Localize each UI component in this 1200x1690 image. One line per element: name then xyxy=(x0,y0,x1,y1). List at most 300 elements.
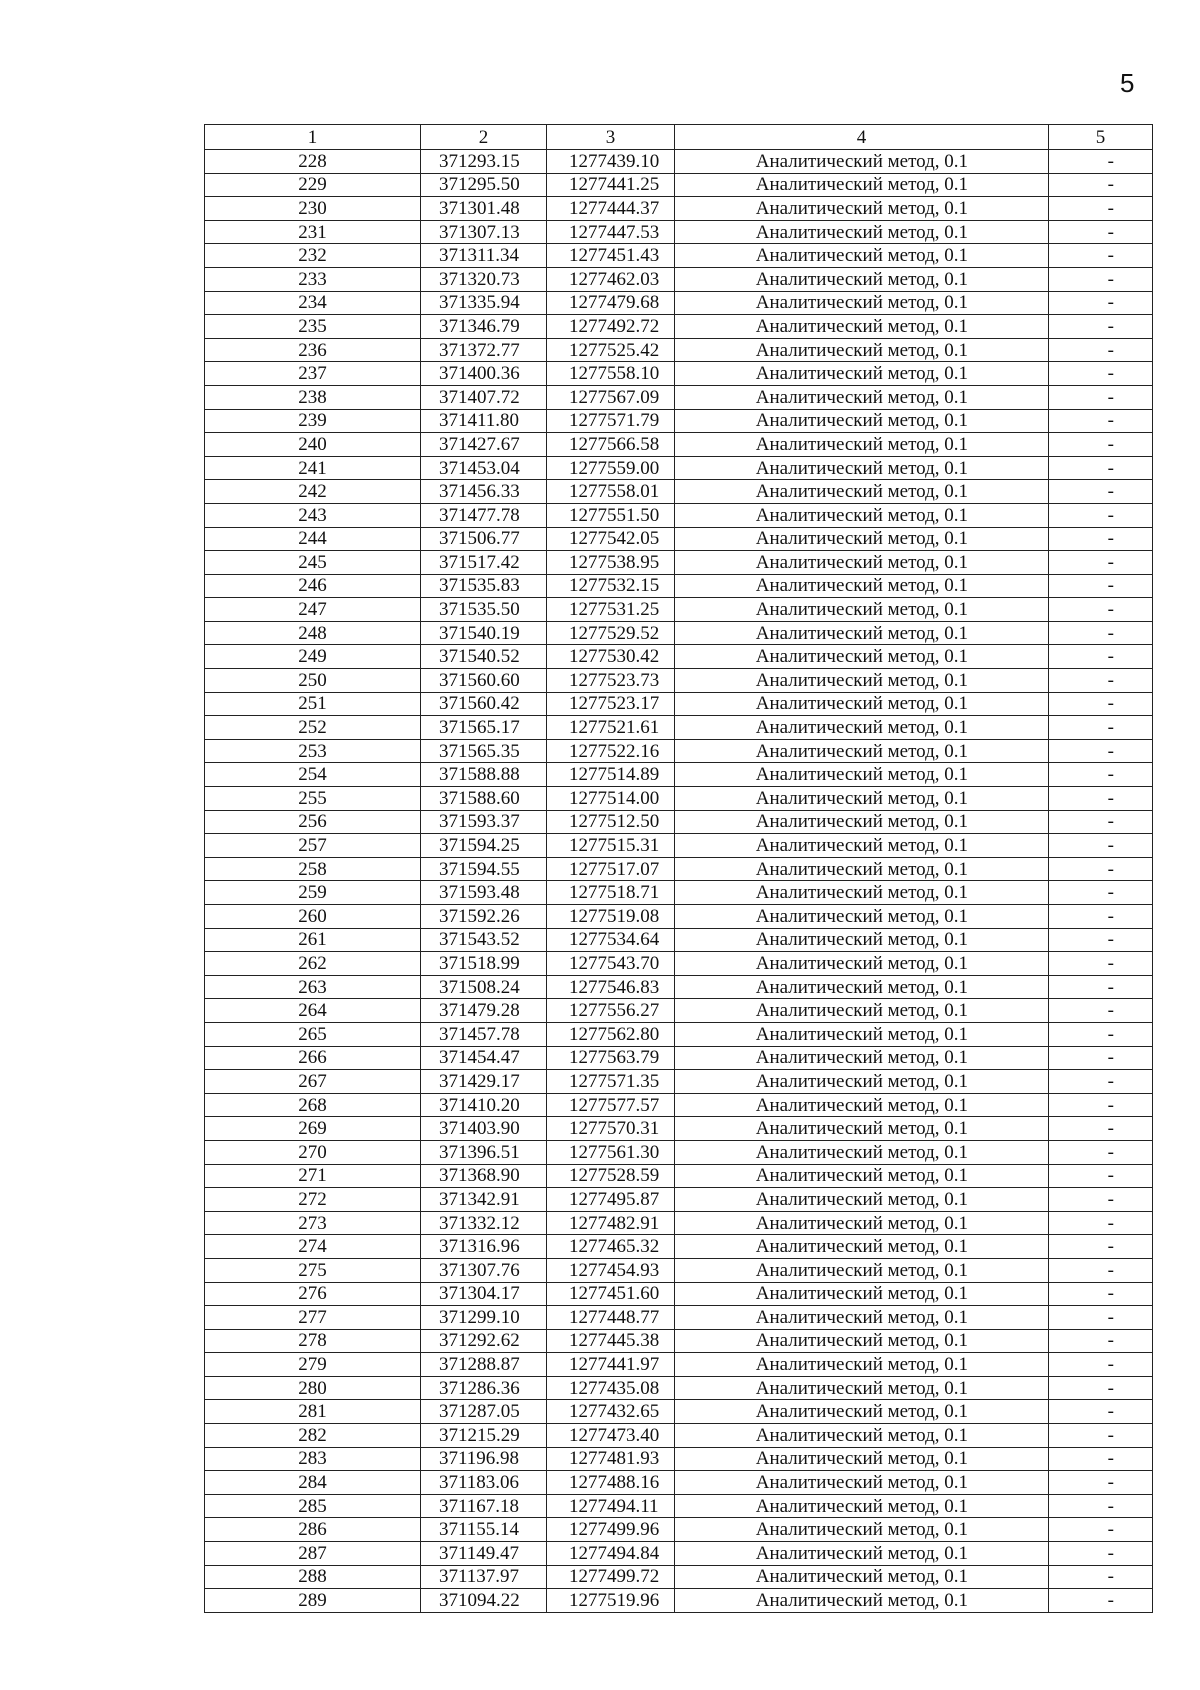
cell-method-accuracy: Аналитический метод, 0.1 xyxy=(675,1282,1049,1306)
cell-y-coordinate: 1277448.77 xyxy=(547,1306,675,1330)
table-row xyxy=(205,456,1153,480)
cell-x-coordinate: 371167.18 xyxy=(421,1494,547,1518)
cell-note: - xyxy=(1049,716,1153,740)
cell-point-number: 233 xyxy=(205,267,421,291)
cell-point-number: 274 xyxy=(205,1235,421,1259)
cell-y-coordinate: 1277577.57 xyxy=(547,1093,675,1117)
cell-y-coordinate: 1277551.50 xyxy=(547,503,675,527)
cell-y-coordinate: 1277439.10 xyxy=(547,150,675,174)
cell-y-coordinate: 1277514.00 xyxy=(547,787,675,811)
cell-x-coordinate: 371540.19 xyxy=(421,621,547,645)
cell-method-accuracy: Аналитический метод, 0.1 xyxy=(675,338,1049,362)
cell-method-accuracy: Аналитический метод, 0.1 xyxy=(675,1376,1049,1400)
table-row xyxy=(205,1282,1153,1306)
cell-method-accuracy: Аналитический метод, 0.1 xyxy=(675,527,1049,551)
table-row xyxy=(205,362,1153,386)
table-row xyxy=(205,150,1153,174)
cell-x-coordinate: 371453.04 xyxy=(421,456,547,480)
cell-y-coordinate: 1277454.93 xyxy=(547,1258,675,1282)
cell-note: - xyxy=(1049,952,1153,976)
cell-method-accuracy: Аналитический метод, 0.1 xyxy=(675,905,1049,929)
table-row xyxy=(205,197,1153,221)
cell-x-coordinate: 371517.42 xyxy=(421,551,547,575)
cell-point-number: 264 xyxy=(205,999,421,1023)
cell-note: - xyxy=(1049,1211,1153,1235)
cell-x-coordinate: 371518.99 xyxy=(421,952,547,976)
table-row xyxy=(205,716,1153,740)
cell-point-number: 255 xyxy=(205,787,421,811)
cell-y-coordinate: 1277528.59 xyxy=(547,1164,675,1188)
table-row xyxy=(205,291,1153,315)
cell-x-coordinate: 371588.88 xyxy=(421,763,547,787)
cell-method-accuracy: Аналитический метод, 0.1 xyxy=(675,857,1049,881)
cell-y-coordinate: 1277432.65 xyxy=(547,1400,675,1424)
cell-y-coordinate: 1277542.05 xyxy=(547,527,675,551)
table-row xyxy=(205,551,1153,575)
cell-note: - xyxy=(1049,385,1153,409)
cell-point-number: 256 xyxy=(205,810,421,834)
cell-x-coordinate: 371479.28 xyxy=(421,999,547,1023)
cell-method-accuracy: Аналитический метод, 0.1 xyxy=(675,1117,1049,1141)
cell-method-accuracy: Аналитический метод, 0.1 xyxy=(675,1447,1049,1471)
cell-method-accuracy: Аналитический метод, 0.1 xyxy=(675,1329,1049,1353)
table-row xyxy=(205,763,1153,787)
cell-y-coordinate: 1277465.32 xyxy=(547,1235,675,1259)
cell-note: - xyxy=(1049,810,1153,834)
cell-note: - xyxy=(1049,1282,1153,1306)
cell-note: - xyxy=(1049,1376,1153,1400)
cell-y-coordinate: 1277558.10 xyxy=(547,362,675,386)
cell-y-coordinate: 1277561.30 xyxy=(547,1140,675,1164)
cell-point-number: 261 xyxy=(205,928,421,952)
cell-point-number: 235 xyxy=(205,315,421,339)
cell-x-coordinate: 371560.42 xyxy=(421,692,547,716)
cell-y-coordinate: 1277570.31 xyxy=(547,1117,675,1141)
cell-method-accuracy: Аналитический метод, 0.1 xyxy=(675,692,1049,716)
cell-note: - xyxy=(1049,362,1153,386)
cell-x-coordinate: 371196.98 xyxy=(421,1447,547,1471)
cell-y-coordinate: 1277512.50 xyxy=(547,810,675,834)
cell-x-coordinate: 371368.90 xyxy=(421,1164,547,1188)
cell-point-number: 259 xyxy=(205,881,421,905)
cell-method-accuracy: Аналитический метод, 0.1 xyxy=(675,1542,1049,1566)
cell-point-number: 242 xyxy=(205,480,421,504)
cell-x-coordinate: 371535.83 xyxy=(421,574,547,598)
table-row xyxy=(205,952,1153,976)
table-row xyxy=(205,1258,1153,1282)
cell-point-number: 280 xyxy=(205,1376,421,1400)
cell-x-coordinate: 371299.10 xyxy=(421,1306,547,1330)
cell-point-number: 251 xyxy=(205,692,421,716)
cell-x-coordinate: 371396.51 xyxy=(421,1140,547,1164)
table-row xyxy=(205,1329,1153,1353)
cell-method-accuracy: Аналитический метод, 0.1 xyxy=(675,975,1049,999)
cell-x-coordinate: 371454.47 xyxy=(421,1046,547,1070)
cell-x-coordinate: 371535.50 xyxy=(421,598,547,622)
cell-y-coordinate: 1277494.11 xyxy=(547,1494,675,1518)
table-row xyxy=(205,433,1153,457)
table-row xyxy=(205,857,1153,881)
cell-x-coordinate: 371543.52 xyxy=(421,928,547,952)
cell-point-number: 273 xyxy=(205,1211,421,1235)
coordinates-table xyxy=(204,124,1153,1613)
cell-note: - xyxy=(1049,574,1153,598)
cell-x-coordinate: 371427.67 xyxy=(421,433,547,457)
cell-point-number: 236 xyxy=(205,338,421,362)
cell-method-accuracy: Аналитический метод, 0.1 xyxy=(675,669,1049,693)
cell-method-accuracy: Аналитический метод, 0.1 xyxy=(675,1400,1049,1424)
header-col-3: 3 xyxy=(547,125,675,150)
cell-point-number: 267 xyxy=(205,1070,421,1094)
cell-x-coordinate: 371565.17 xyxy=(421,716,547,740)
cell-x-coordinate: 371307.13 xyxy=(421,220,547,244)
cell-method-accuracy: Аналитический метод, 0.1 xyxy=(675,1093,1049,1117)
cell-note: - xyxy=(1049,173,1153,197)
cell-method-accuracy: Аналитический метод, 0.1 xyxy=(675,1235,1049,1259)
cell-x-coordinate: 371295.50 xyxy=(421,173,547,197)
table-row xyxy=(205,598,1153,622)
cell-method-accuracy: Аналитический метод, 0.1 xyxy=(675,385,1049,409)
cell-point-number: 285 xyxy=(205,1494,421,1518)
cell-point-number: 238 xyxy=(205,385,421,409)
cell-note: - xyxy=(1049,975,1153,999)
cell-point-number: 245 xyxy=(205,551,421,575)
cell-y-coordinate: 1277559.00 xyxy=(547,456,675,480)
cell-point-number: 278 xyxy=(205,1329,421,1353)
cell-note: - xyxy=(1049,244,1153,268)
cell-method-accuracy: Аналитический метод, 0.1 xyxy=(675,1164,1049,1188)
table-row xyxy=(205,244,1153,268)
cell-y-coordinate: 1277481.93 xyxy=(547,1447,675,1471)
cell-y-coordinate: 1277532.15 xyxy=(547,574,675,598)
table-row xyxy=(205,1022,1153,1046)
cell-point-number: 254 xyxy=(205,763,421,787)
table-row xyxy=(205,385,1153,409)
cell-note: - xyxy=(1049,905,1153,929)
cell-note: - xyxy=(1049,669,1153,693)
cell-note: - xyxy=(1049,456,1153,480)
cell-y-coordinate: 1277523.17 xyxy=(547,692,675,716)
cell-note: - xyxy=(1049,1565,1153,1589)
table-row xyxy=(205,503,1153,527)
cell-x-coordinate: 371304.17 xyxy=(421,1282,547,1306)
cell-method-accuracy: Аналитический метод, 0.1 xyxy=(675,1188,1049,1212)
cell-note: - xyxy=(1049,999,1153,1023)
cell-note: - xyxy=(1049,433,1153,457)
cell-method-accuracy: Аналитический метод, 0.1 xyxy=(675,1022,1049,1046)
cell-note: - xyxy=(1049,645,1153,669)
cell-note: - xyxy=(1049,1046,1153,1070)
table-row xyxy=(205,1565,1153,1589)
table-row xyxy=(205,1424,1153,1448)
cell-note: - xyxy=(1049,315,1153,339)
cell-x-coordinate: 371307.76 xyxy=(421,1258,547,1282)
cell-method-accuracy: Аналитический метод, 0.1 xyxy=(675,810,1049,834)
cell-method-accuracy: Аналитический метод, 0.1 xyxy=(675,173,1049,197)
cell-y-coordinate: 1277445.38 xyxy=(547,1329,675,1353)
cell-x-coordinate: 371288.87 xyxy=(421,1353,547,1377)
cell-note: - xyxy=(1049,857,1153,881)
table-row xyxy=(205,669,1153,693)
cell-y-coordinate: 1277435.08 xyxy=(547,1376,675,1400)
cell-y-coordinate: 1277529.52 xyxy=(547,621,675,645)
cell-note: - xyxy=(1049,409,1153,433)
cell-note: - xyxy=(1049,1022,1153,1046)
cell-y-coordinate: 1277479.68 xyxy=(547,291,675,315)
cell-point-number: 246 xyxy=(205,574,421,598)
table-row xyxy=(205,975,1153,999)
cell-method-accuracy: Аналитический метод, 0.1 xyxy=(675,503,1049,527)
cell-x-coordinate: 371457.78 xyxy=(421,1022,547,1046)
cell-x-coordinate: 371215.29 xyxy=(421,1424,547,1448)
table-row xyxy=(205,1494,1153,1518)
cell-y-coordinate: 1277451.60 xyxy=(547,1282,675,1306)
cell-x-coordinate: 371094.22 xyxy=(421,1589,547,1613)
cell-x-coordinate: 371335.94 xyxy=(421,291,547,315)
cell-method-accuracy: Аналитический метод, 0.1 xyxy=(675,645,1049,669)
table-row xyxy=(205,1188,1153,1212)
cell-point-number: 272 xyxy=(205,1188,421,1212)
cell-point-number: 266 xyxy=(205,1046,421,1070)
cell-method-accuracy: Аналитический метод, 0.1 xyxy=(675,1306,1049,1330)
cell-method-accuracy: Аналитический метод, 0.1 xyxy=(675,150,1049,174)
cell-x-coordinate: 371149.47 xyxy=(421,1542,547,1566)
cell-method-accuracy: Аналитический метод, 0.1 xyxy=(675,928,1049,952)
cell-method-accuracy: Аналитический метод, 0.1 xyxy=(675,1258,1049,1282)
cell-method-accuracy: Аналитический метод, 0.1 xyxy=(675,551,1049,575)
cell-y-coordinate: 1277546.83 xyxy=(547,975,675,999)
cell-x-coordinate: 371477.78 xyxy=(421,503,547,527)
cell-point-number: 229 xyxy=(205,173,421,197)
cell-note: - xyxy=(1049,480,1153,504)
table-row xyxy=(205,1093,1153,1117)
cell-point-number: 282 xyxy=(205,1424,421,1448)
table-row xyxy=(205,1235,1153,1259)
cell-note: - xyxy=(1049,197,1153,221)
cell-point-number: 243 xyxy=(205,503,421,527)
cell-x-coordinate: 371292.62 xyxy=(421,1329,547,1353)
cell-method-accuracy: Аналитический метод, 0.1 xyxy=(675,1211,1049,1235)
cell-y-coordinate: 1277562.80 xyxy=(547,1022,675,1046)
table-row xyxy=(205,1518,1153,1542)
cell-point-number: 262 xyxy=(205,952,421,976)
cell-point-number: 239 xyxy=(205,409,421,433)
cell-point-number: 247 xyxy=(205,598,421,622)
cell-y-coordinate: 1277566.58 xyxy=(547,433,675,457)
cell-point-number: 263 xyxy=(205,975,421,999)
cell-x-coordinate: 371320.73 xyxy=(421,267,547,291)
cell-point-number: 244 xyxy=(205,527,421,551)
cell-y-coordinate: 1277492.72 xyxy=(547,315,675,339)
cell-method-accuracy: Аналитический метод, 0.1 xyxy=(675,1140,1049,1164)
cell-x-coordinate: 371316.96 xyxy=(421,1235,547,1259)
table-row xyxy=(205,810,1153,834)
cell-point-number: 279 xyxy=(205,1353,421,1377)
cell-note: - xyxy=(1049,1235,1153,1259)
cell-point-number: 252 xyxy=(205,716,421,740)
table-row xyxy=(205,834,1153,858)
cell-method-accuracy: Аналитический метод, 0.1 xyxy=(675,1353,1049,1377)
table-row xyxy=(205,267,1153,291)
cell-note: - xyxy=(1049,739,1153,763)
cell-y-coordinate: 1277517.07 xyxy=(547,857,675,881)
cell-point-number: 268 xyxy=(205,1093,421,1117)
cell-note: - xyxy=(1049,621,1153,645)
table-row xyxy=(205,1400,1153,1424)
table-row xyxy=(205,645,1153,669)
cell-method-accuracy: Аналитический метод, 0.1 xyxy=(675,1518,1049,1542)
cell-x-coordinate: 371540.52 xyxy=(421,645,547,669)
cell-point-number: 275 xyxy=(205,1258,421,1282)
cell-method-accuracy: Аналитический метод, 0.1 xyxy=(675,763,1049,787)
cell-x-coordinate: 371286.36 xyxy=(421,1376,547,1400)
cell-y-coordinate: 1277538.95 xyxy=(547,551,675,575)
cell-point-number: 248 xyxy=(205,621,421,645)
cell-x-coordinate: 371560.60 xyxy=(421,669,547,693)
table-row xyxy=(205,692,1153,716)
cell-x-coordinate: 371400.36 xyxy=(421,362,547,386)
cell-y-coordinate: 1277556.27 xyxy=(547,999,675,1023)
cell-point-number: 234 xyxy=(205,291,421,315)
cell-method-accuracy: Аналитический метод, 0.1 xyxy=(675,409,1049,433)
table-row xyxy=(205,1117,1153,1141)
cell-x-coordinate: 371346.79 xyxy=(421,315,547,339)
cell-note: - xyxy=(1049,928,1153,952)
cell-x-coordinate: 371593.48 xyxy=(421,881,547,905)
cell-y-coordinate: 1277521.61 xyxy=(547,716,675,740)
cell-x-coordinate: 371411.80 xyxy=(421,409,547,433)
cell-method-accuracy: Аналитический метод, 0.1 xyxy=(675,1424,1049,1448)
cell-point-number: 258 xyxy=(205,857,421,881)
cell-y-coordinate: 1277515.31 xyxy=(547,834,675,858)
cell-y-coordinate: 1277534.64 xyxy=(547,928,675,952)
table-row xyxy=(205,574,1153,598)
cell-y-coordinate: 1277531.25 xyxy=(547,598,675,622)
table-row xyxy=(205,1306,1153,1330)
table-row xyxy=(205,338,1153,362)
cell-method-accuracy: Аналитический метод, 0.1 xyxy=(675,1046,1049,1070)
header-row xyxy=(205,125,1153,150)
cell-y-coordinate: 1277563.79 xyxy=(547,1046,675,1070)
cell-note: - xyxy=(1049,1329,1153,1353)
header-col-5: 5 xyxy=(1049,125,1153,150)
table-row xyxy=(205,1471,1153,1495)
cell-method-accuracy: Аналитический метод, 0.1 xyxy=(675,952,1049,976)
cell-note: - xyxy=(1049,267,1153,291)
cell-y-coordinate: 1277473.40 xyxy=(547,1424,675,1448)
cell-y-coordinate: 1277522.16 xyxy=(547,739,675,763)
cell-note: - xyxy=(1049,598,1153,622)
cell-method-accuracy: Аналитический метод, 0.1 xyxy=(675,291,1049,315)
cell-y-coordinate: 1277519.96 xyxy=(547,1589,675,1613)
cell-method-accuracy: Аналитический метод, 0.1 xyxy=(675,834,1049,858)
table-row xyxy=(205,928,1153,952)
cell-method-accuracy: Аналитический метод, 0.1 xyxy=(675,197,1049,221)
cell-note: - xyxy=(1049,1494,1153,1518)
cell-x-coordinate: 371293.15 xyxy=(421,150,547,174)
cell-note: - xyxy=(1049,1471,1153,1495)
cell-point-number: 260 xyxy=(205,905,421,929)
table-row xyxy=(205,739,1153,763)
cell-note: - xyxy=(1049,1306,1153,1330)
cell-point-number: 288 xyxy=(205,1565,421,1589)
table-row xyxy=(205,1070,1153,1094)
cell-note: - xyxy=(1049,291,1153,315)
cell-point-number: 276 xyxy=(205,1282,421,1306)
cell-y-coordinate: 1277571.79 xyxy=(547,409,675,433)
cell-note: - xyxy=(1049,763,1153,787)
cell-y-coordinate: 1277518.71 xyxy=(547,881,675,905)
cell-note: - xyxy=(1049,1589,1153,1613)
cell-point-number: 286 xyxy=(205,1518,421,1542)
table-row xyxy=(205,315,1153,339)
cell-point-number: 281 xyxy=(205,1400,421,1424)
cell-method-accuracy: Аналитический метод, 0.1 xyxy=(675,433,1049,457)
cell-y-coordinate: 1277444.37 xyxy=(547,197,675,221)
cell-y-coordinate: 1277462.03 xyxy=(547,267,675,291)
cell-method-accuracy: Аналитический метод, 0.1 xyxy=(675,267,1049,291)
cell-y-coordinate: 1277571.35 xyxy=(547,1070,675,1094)
cell-note: - xyxy=(1049,692,1153,716)
table-header xyxy=(205,125,1153,150)
cell-method-accuracy: Аналитический метод, 0.1 xyxy=(675,621,1049,645)
cell-method-accuracy: Аналитический метод, 0.1 xyxy=(675,598,1049,622)
cell-point-number: 231 xyxy=(205,220,421,244)
cell-method-accuracy: Аналитический метод, 0.1 xyxy=(675,1070,1049,1094)
cell-note: - xyxy=(1049,1140,1153,1164)
header-col-2: 2 xyxy=(421,125,547,150)
cell-y-coordinate: 1277441.25 xyxy=(547,173,675,197)
table-row xyxy=(205,409,1153,433)
cell-point-number: 265 xyxy=(205,1022,421,1046)
cell-note: - xyxy=(1049,787,1153,811)
cell-method-accuracy: Аналитический метод, 0.1 xyxy=(675,1589,1049,1613)
cell-point-number: 284 xyxy=(205,1471,421,1495)
cell-note: - xyxy=(1049,1447,1153,1471)
table-row xyxy=(205,905,1153,929)
cell-note: - xyxy=(1049,1258,1153,1282)
cell-y-coordinate: 1277499.96 xyxy=(547,1518,675,1542)
cell-note: - xyxy=(1049,551,1153,575)
cell-y-coordinate: 1277451.43 xyxy=(547,244,675,268)
cell-y-coordinate: 1277494.84 xyxy=(547,1542,675,1566)
cell-point-number: 249 xyxy=(205,645,421,669)
table-row xyxy=(205,173,1153,197)
cell-point-number: 230 xyxy=(205,197,421,221)
cell-note: - xyxy=(1049,1117,1153,1141)
cell-method-accuracy: Аналитический метод, 0.1 xyxy=(675,456,1049,480)
cell-method-accuracy: Аналитический метод, 0.1 xyxy=(675,480,1049,504)
cell-y-coordinate: 1277519.08 xyxy=(547,905,675,929)
cell-point-number: 289 xyxy=(205,1589,421,1613)
header-col-1: 1 xyxy=(205,125,421,150)
table-row xyxy=(205,1447,1153,1471)
cell-y-coordinate: 1277558.01 xyxy=(547,480,675,504)
table-row xyxy=(205,1211,1153,1235)
table-row xyxy=(205,1140,1153,1164)
cell-point-number: 232 xyxy=(205,244,421,268)
cell-point-number: 270 xyxy=(205,1140,421,1164)
cell-x-coordinate: 371342.91 xyxy=(421,1188,547,1212)
cell-x-coordinate: 371592.26 xyxy=(421,905,547,929)
table-row xyxy=(205,1376,1153,1400)
cell-method-accuracy: Аналитический метод, 0.1 xyxy=(675,999,1049,1023)
cell-point-number: 250 xyxy=(205,669,421,693)
table-row xyxy=(205,1353,1153,1377)
cell-note: - xyxy=(1049,220,1153,244)
cell-method-accuracy: Аналитический метод, 0.1 xyxy=(675,244,1049,268)
cell-note: - xyxy=(1049,1424,1153,1448)
